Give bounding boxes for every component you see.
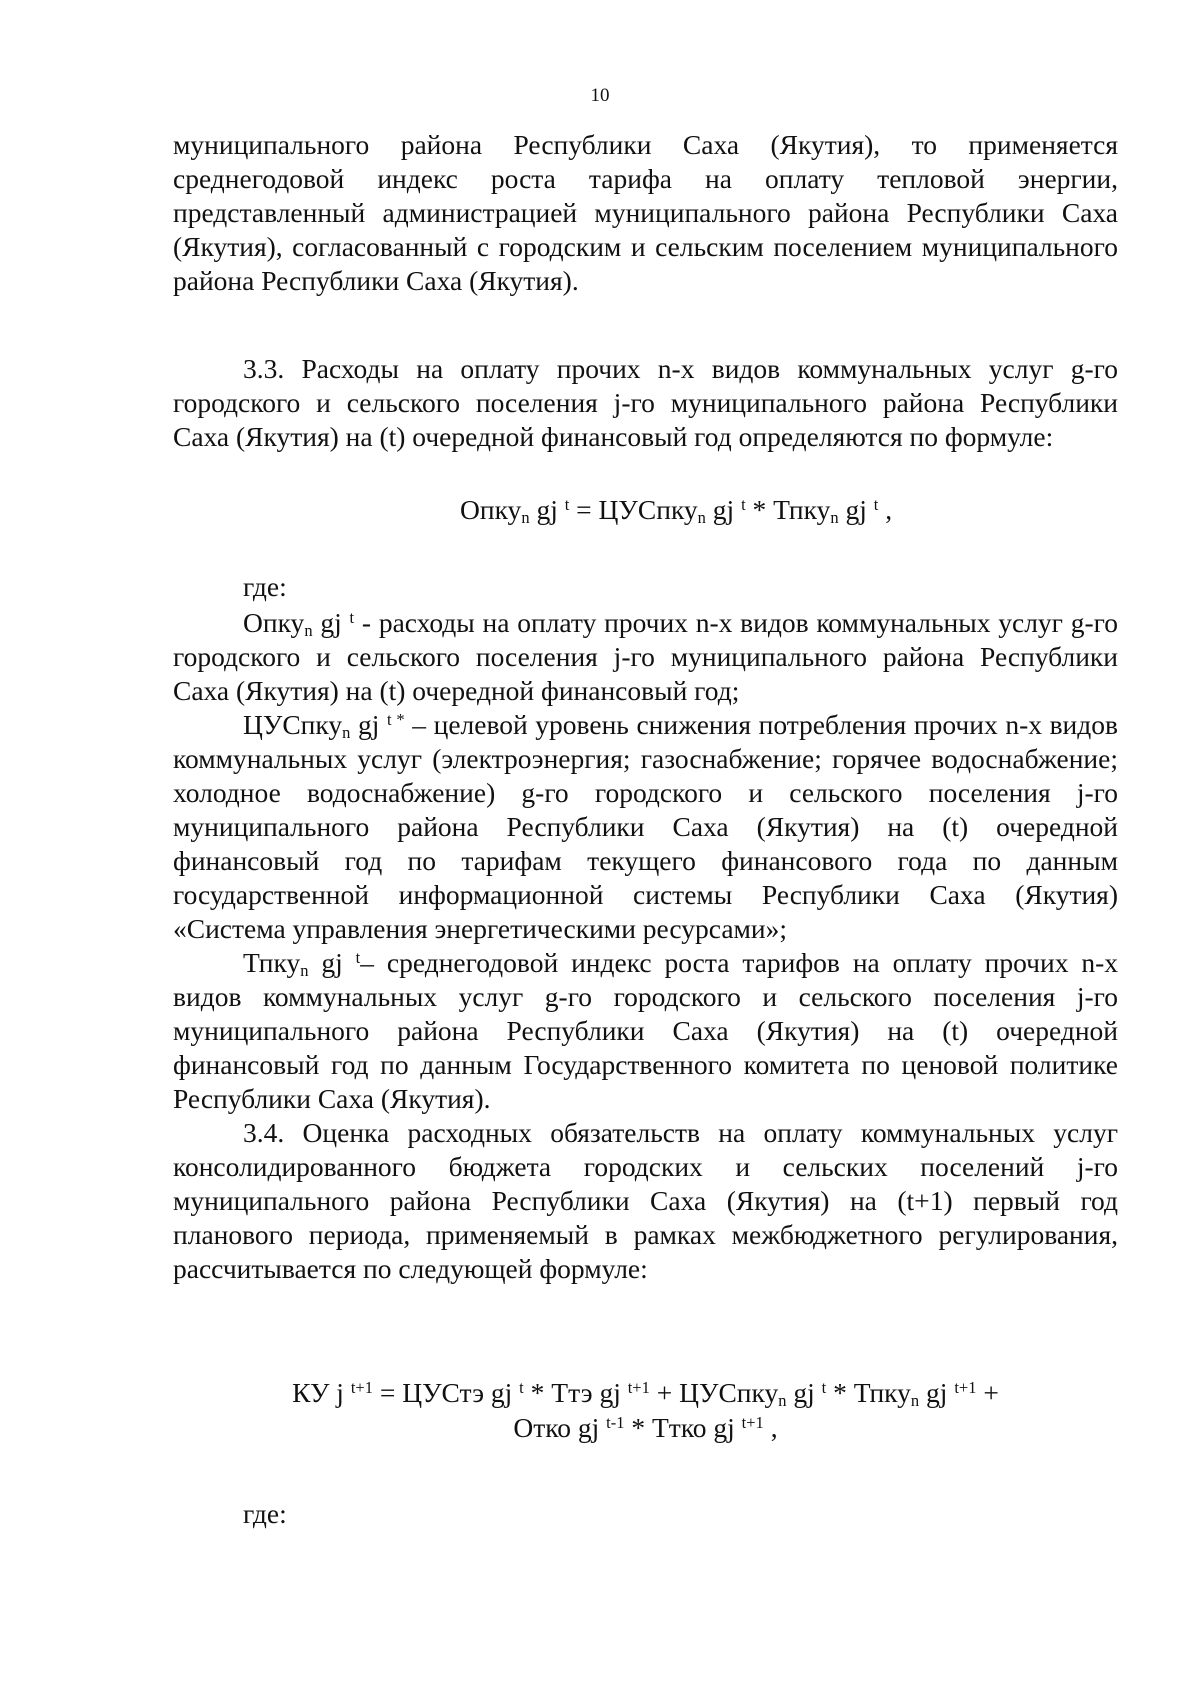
definitions [173,606,1118,1286]
formula-1-sup: t [564,494,570,514]
definition-2-text: – целевой уровень снижения потребления прочих n-х видов коммунальных услуг (электроэнергия; газоснабжение; горячее водоснабжение; холодное водоснабжение) g-го городского и сельского поселения j-го муниципального района Республики Саха (Якутия) на (t) очередной финансовый год по тарифам текущего финансового года по данным государственной информационной системы Республики Саха (Якутия) «Система управления энергетическими ресурсами»; [173,709,1119,944]
definition-3 [173,946,1118,1116]
definition-3-term: gj [308,947,356,978]
definition-3-sub: n [300,961,309,981]
section-3-4-text: 3.4. Оценка расходных обязательств на оплату коммунальных услуг консолидированного бюджета городских и сельских поселений j-го муниципального района Республики Саха (Якутия) на (t+1) первый год планового периода, применяемый в рамках межбюджетного регулирования, рассчитывается по следующей формуле: [173,1117,1118,1284]
formula-2-sup: t+1 [954,1377,977,1397]
formula-2-sub: n [910,1391,920,1411]
definition-3-sup: t [355,947,361,967]
formula-2-text: = ЦУСтэ gj [372,1377,520,1408]
formula-2-text: * Тпку [826,1377,911,1408]
definition-1-term: Опку [243,607,305,638]
formula-1-term: Опку [460,494,522,525]
formula-2-sup: t [519,1377,524,1397]
formula-2-text: * Ттко gj [624,1412,742,1443]
definition-3-text: – среднегодовой индекс роста тарифов на оплату прочих n-х видов коммунальных услуг g-го городского и сельского поселения j-го муниципального района Республики Саха (Якутия) на (t) очередной финансовый год по данным Государственного комитета по ценовой политике Республики Саха (Якутия). [173,947,1118,1114]
where-label: где: [243,571,287,602]
section-3-3-text: 3.3. Расходы на оплату прочих n-х видов коммунальных услуг g-го городского и сельского поселения j-го муниципального района Республики Саха (Якутия) на (t) очередной финансовый год определяются по формуле: [173,353,1118,452]
definition-1-sup: t [349,607,355,627]
formula-1-sup: t [873,494,879,514]
formula-2-sup: t-1 [606,1412,625,1432]
intro-paragraph [173,128,1118,298]
formula-2-sup: t+1 [627,1377,650,1397]
definition-2-term: gj [350,709,387,740]
formula-1 [460,493,892,527]
formula-1-sub: n [830,508,839,528]
formula-2-text: + ЦУСпку [649,1377,779,1408]
formula-1-sup: t [741,494,746,514]
definition-1 [173,606,1118,708]
formula-2-text: КУ j [292,1377,351,1408]
formula-1-text: * Тпку [745,494,831,525]
definition-3-term: Тпку [243,947,301,978]
formula-2-line-2 [173,1411,1118,1445]
formula-2-text: + [976,1377,999,1408]
formula-1-sub: n [521,508,530,528]
definition-2-term: ЦУСпку [243,709,343,740]
page-number: 10 [590,85,610,106]
section-3-3 [173,352,1118,454]
definition-1-sub: n [304,621,313,641]
formula-2-sup: t+1 [741,1412,764,1432]
formula-2-sub: n [778,1391,787,1411]
formula-1-sub: n [697,508,706,528]
formula-2-text: gj [919,1377,955,1408]
formula-2-text: gj [786,1377,822,1408]
formula-2-sup: t [821,1377,827,1397]
definition-2 [173,708,1118,946]
definition-2-sup: t * [386,709,405,729]
formula-1-text: gj [838,494,874,525]
definition-2-sub: n [342,723,351,743]
formula-1-text: , [878,494,893,525]
formula-2-text: , [763,1412,778,1443]
formula-1-text: gj [529,494,565,525]
formula-2-text: Отко gj [513,1412,607,1443]
definition-1-term: gj [312,607,350,638]
where-label-2: где: [243,1498,287,1529]
formula-2-text: * Ттэ gj [523,1377,628,1408]
formula-1-text: gj [705,494,742,525]
definition-1-text: - расходы на оплату прочих n-х видов коммунальных услуг g-го городского и сельского поселения j-го муниципального района Республики Саха (Якутия) на (t) очередной финансовый год; [173,607,1118,706]
formula-2-sup: t+1 [350,1377,373,1397]
formula-2-line-1 [173,1376,1118,1410]
formula-1-text: = ЦУСпку [569,494,698,525]
intro-text: муниципального района Республики Саха (Якутия), то применяется среднегодовой индекс роста тарифа на оплату тепловой энергии, представленный администрацией муниципального района Республики Саха (Якутия), согласованный с городским и сельским поселением муниципального района Республики Саха (Якутия). [173,129,1118,296]
